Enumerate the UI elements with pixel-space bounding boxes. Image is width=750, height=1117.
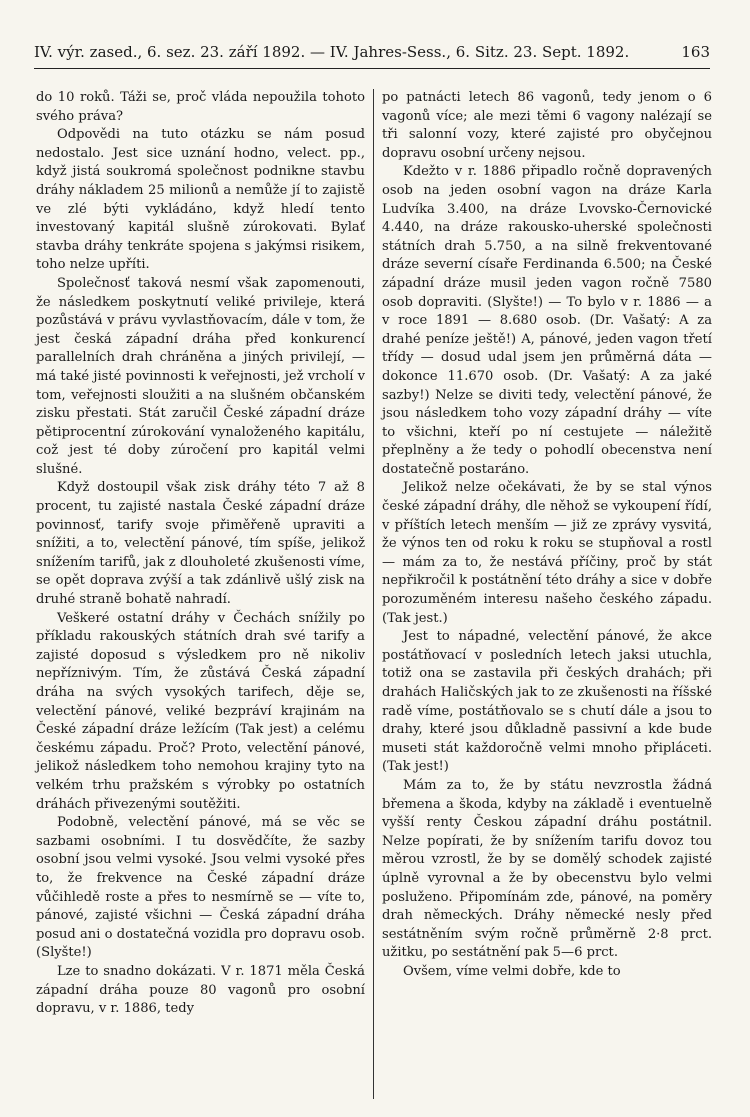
header-title: IV. výr. zased., 6. sez. 23. září 1892. — IV. Jahres-Sess., 6. Sitz. 23. Sept. 1892.: [34, 43, 630, 61]
paragraph: Ovšem, víme velmi dobře, kde to: [402, 963, 621, 979]
paragraph: Podobně, velectění pánové, má se věc se sazbami osobními. I tu dosvědčíte, že sazby osobní jsou velmi vysoké. Jsou velmi vysoké přes to, že frekvence na České západní dráze vůčihledě roste a přes to nesmírně se — víte to, pánové, zajisté všichni — Česká západní dráha posud ani o dostatečná vozidla pro dopravu osob. (Slyšte!): [36, 815, 365, 961]
paragraph: Veškeré ostatní dráhy v Čechách snížily po příkladu rakouských státních drah své tarify a zajisté doposud s výsledkem pro ně nikoliv nepříznivým. Tím, že zůstává Česká západní dráha na svých vysokých tarifech, děje se, velectění pánové, veliké bezpráví krajinám na České západní dráze ležícím (Tak jest) a celému českému západu. Proč? Proto, velectění pánové, jelikož následkem toho nemohou krajiny tyto na velkém trhu pražském s výrobky po ostatních dráhách přivezenými soutěžiti.: [36, 610, 365, 812]
paragraph: Odpovědi na tuto otázku se nám posud nedostalo. Jest sice uznání hodno, velect. pp., když jistá soukromá společnost podnikne stavbu dráhy nákladem 25 milionů a nemůže jí to zajistě ve zlé býti vykládáno, když hledí tento investovaný kapitál slušně zúrokovati. Bylať stavba dráhy tenkráte spojena s jakýmsi risikem, toho nelze upříti.: [36, 127, 365, 273]
paragraph: Kdežto v r. 1886 připadlo ročně dopravených osob na jeden osobní vagon na dráze Karla Ludvíka 3.400, na dráze Lvovsko-Černovické 4.440, na dráze rakousko-uherské společnosti státních drah 5.750, a na silně frekventované dráze severní císaře Ferdinanda 6.500; na České západní dráze musil jeden vagon ročně 7580 osob dopraviti. (Slyšte!) — To bylo v r. 1886 — a v roce 1891 — 8.680 osob. (Dr. Vašatý: A za drahé peníze ještě!) A, pánové, jeden vagon třetí třídy — dosud udal jsem jen průměrná dáta — dokonce 11.670 osob. (Dr. Vašatý: A za jaké sazby!) Nelze se diviti tedy, velectění pánové, že jsou následkem toho vozy západní dráhy — víte to všichni, kteří po ní cestujete — náležitě přeplněny a že tedy o pohodlí obecenstva není dostatečně postaráno.: [382, 164, 712, 477]
text-columns: [36, 89, 712, 1099]
paragraph: Když dostoupil však zisk dráhy této 7 až 8 procent, tu zajisté nastala České západní dráze povinnosť, tarify svoje přiměřeně upraviti a snížiti, a to, velectění pánové, tím spíše, jelikož snížením tarifů, jak z dlouholeté zkušenosti víme, se opět doprava zvýší a tak zdánlivě ušlý zisk na druhé straně bohatě nahradí.: [36, 480, 365, 608]
paragraph: do 10 roků. Táži se, proč vláda nepoužila tohoto svého práva?: [36, 90, 365, 124]
right-column: [374, 89, 712, 1099]
paragraph: Jest to nápadné, velectění pánové, že akce postátňovací v posledních letech jaksi utuchla, totiž ona se zastavila při českých drahách; při drahách Haličských jak to ze zkušenosti na říšské radě víme, postátňovalo se s chutí dále a jsou to drahy, které jsou důkladně passivní a kde bude museti stát každoročně velmi mnoho připláceti. (Tak jest!): [382, 629, 712, 775]
left-column: [36, 89, 374, 1099]
paragraph: Mám za to, že by státu nevzrostla žádná břemena a škoda, kdyby na základě i eventuelně vyšší renty Českou západní dráhu postátnil. Nelze popírati, že by snížením tarifu dovoz tou měrou vzrostl, že by se domělý schodek zajisté úplně vyrovnal a že by obecenstvu bylo velmi posluženo. Připomínám zde, pánové, na poměry drah německých. Dráhy německé nesly před sestátněním svým ročně průměrně 2·8 prct. užitku, po sestátnění pak 5—6 prct.: [382, 777, 712, 961]
page-number: 163: [681, 43, 710, 61]
paragraph: Lze to snadno dokázati. V r. 1871 měla Česká západní dráha pouze 80 vagonů pro osobní dopravu, v r. 1886, tedy: [36, 963, 365, 1017]
running-header: [34, 42, 710, 69]
paragraph: po patnácti letech 86 vagonů, tedy jenom o 6 vagonů více; ale mezi těmi 6 vagony nalézají se tři salonní vozy, které zajisté pro obyčejnou dopravu osobní určeny nejsou.: [382, 90, 712, 161]
paragraph: Jelikož nelze očekávati, že by se stal výnos české západní dráhy, dle něhož se vykoupení řídí, v příštích letech menším — již ze zprávy vysvitá, že výnos ten od roku k roku se stupňoval a rostl — mám za to, že nestává příčiny, proč by stát nepřikročil k postátnění této dráhy a sice v dobře porozuměném interesu našeho českého západu. (Tak jest.): [382, 480, 712, 626]
paragraph: Společnosť taková nesmí však zapomenouti, že následkem poskytnutí veliké privileje, která pozůstává v právu vyvlastňovacím, dále v tom, že jest česká západní dráha před konkurencí parallelních drah chráněna a jiných privilejí, — má také jisté povinnosti k veřejnosti, jež vrcholí v tom, veřejnosti sloužiti a na slušném občanském zisku přestati. Stát zaručil České západní dráze pětiprocentní zúrokování vynaloženého kapitálu, což jest té doby zúročení pro kapitál velmi slušné.: [36, 275, 365, 477]
